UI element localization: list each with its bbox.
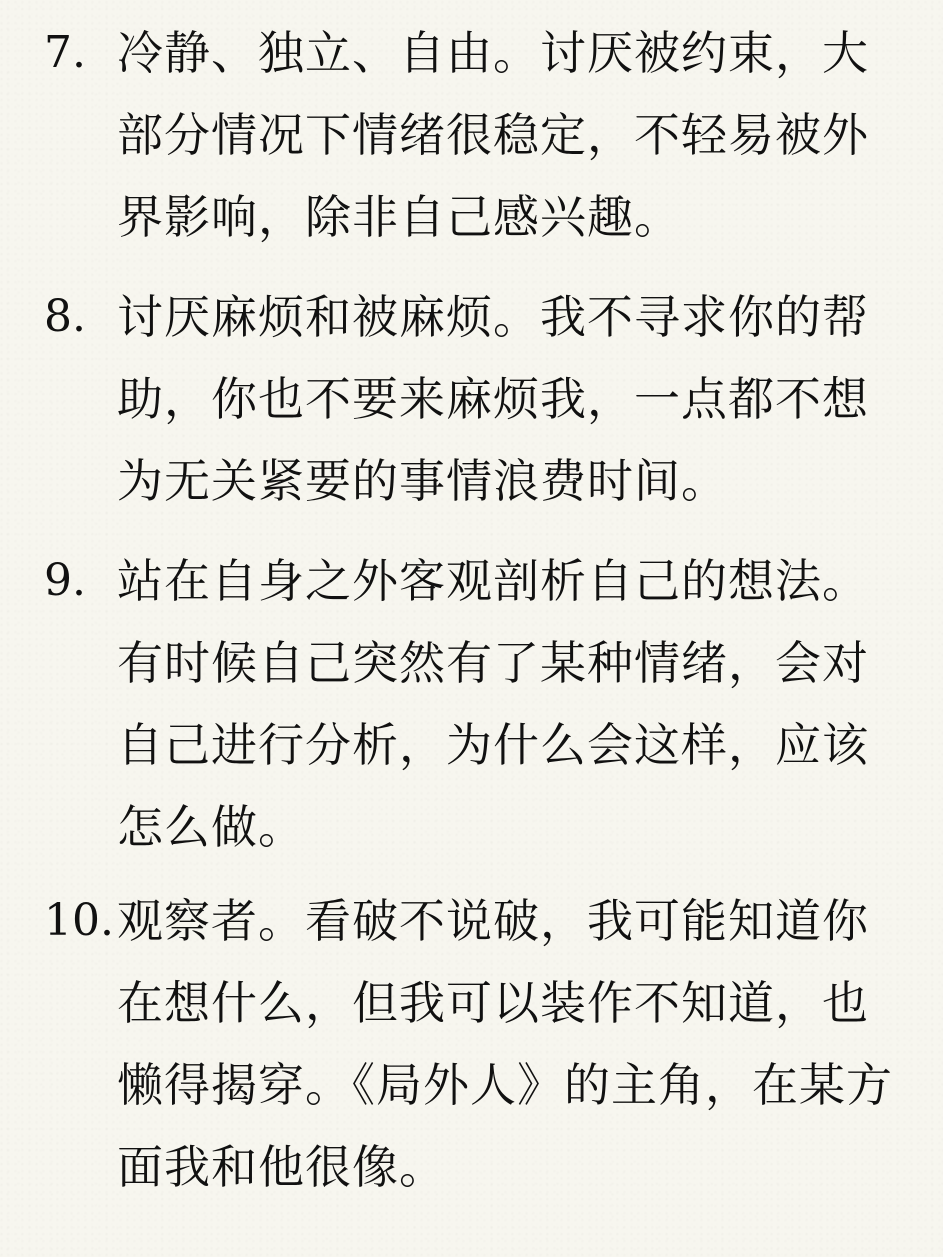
list-item-number: 7. — [44, 27, 86, 78]
list-item-number: 9. — [44, 555, 86, 606]
list-item-text: 站在自身之外客观剖析自己的想法。有时候自己突然有了某种情绪，会对自己进行分析，为什么会这样，应该怎么做。 — [117, 554, 869, 854]
list-item-number: 10. — [44, 895, 114, 946]
list-item-text: 讨厌麻烦和被麻烦。我不寻求你的帮助，你也不要来麻烦我，一点都不想为无关紧要的事情浪费时间。 — [117, 290, 869, 508]
list-item-number: 8. — [44, 291, 86, 342]
list-item-text: 冷静、独立、自由。讨厌被约束，大部分情况下情绪很稳定，不轻易被外界影响，除非自己感兴趣。 — [117, 26, 869, 244]
list-item-text: 观察者。看破不说破，我可能知道你在想什么，但我可以装作不知道，也懒得揭穿。《局外人》的主角，在某方面我和他很像。 — [117, 894, 893, 1194]
